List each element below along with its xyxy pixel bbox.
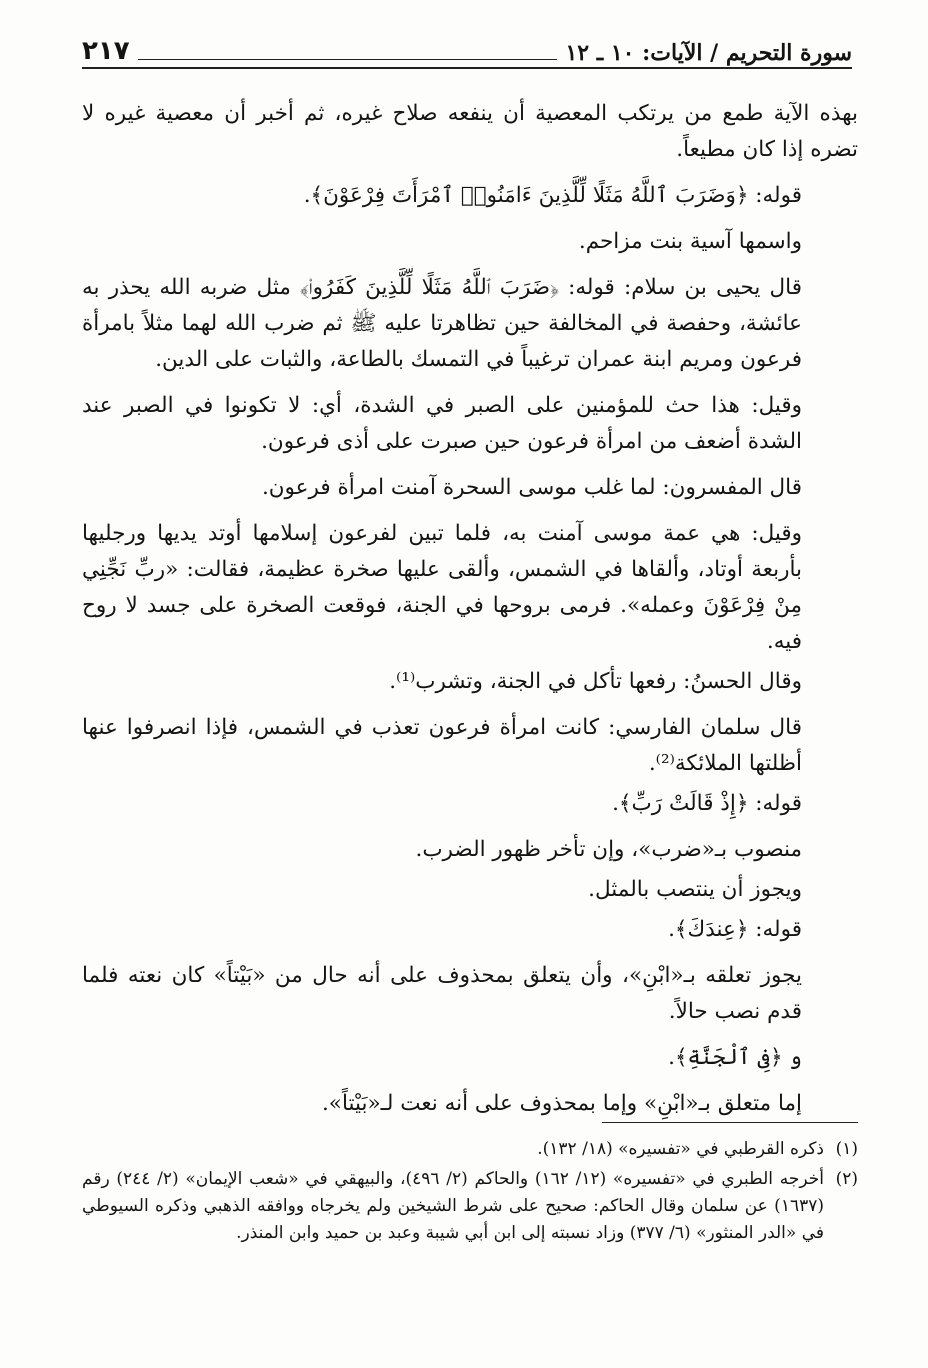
paragraph: بهذه الآية طمع من يرتكب المعصية أن ينفعه صلاح غيره، ثم أخبر أن معصية غيره لا تضره إذا كان مطيعاً. xyxy=(82,101,858,162)
paragraph: قال سلمان الفارسي: كانت امرأة فرعون تعذب في الشمس، فإذا انصرفوا عنها أظلتها الملائكة⁽²⁾. xyxy=(82,715,802,776)
footnotes xyxy=(82,1136,858,1250)
paragraph: وقيل: هي عمة موسى آمنت به، فلما تبين لفرعون إسلامها أوتد يديها ورجليها بأربعة أوتاد، وألقاها في الشمس، وألقى عليها صخرة عظيمة، فقالت: «ربِّ نَجِّنِي مِنْ فِرْعَوْنَ وعمله». فرمى بروحها في الجنة، فوقعت الصخرة على جسد لا روح فيه. xyxy=(82,521,802,654)
footnote-separator xyxy=(82,1122,858,1123)
paragraph: منصوب بـ«ضرب»، وإن تأخر ظهور الضرب. xyxy=(415,837,802,862)
paragraph: قال المفسرون: لما غلب موسى السحرة آمنت امرأة فرعون. xyxy=(261,475,802,500)
page-number: ٢١٧ xyxy=(82,36,130,66)
paragraph: قوله: ﴿وَضَرَبَ ٱللَّهُ مَثَلًا لِّلَّذِينَ ءَامَنُوا۟ ٱمْرَأَتَ فِرْعَوْنَ﴾. xyxy=(303,183,802,208)
header-leader-line xyxy=(138,59,558,60)
footnote xyxy=(82,1136,858,1163)
footnote xyxy=(82,1166,858,1247)
footnote-text: أخرجه الطبري في «تفسيره» (١٢/ ١٦٢) والحاكم (٢/ ٤٩٦)، والبيهقي في «شعب الإيمان» (٢/ ٢٤٤) رقم (١٦٣٧) عن سلمان وقال الحاكم: صحيح على شرط الشيخين ولم يخرجاه ووافقه الذهبي وذكره السيوطي في «الدر المنثور» (٦/ ٣٧٧) وزاد نسبته إلى ابن أبي شيبة وعبد بن حميد وابن المنذر. xyxy=(82,1169,824,1243)
paragraph: وقال الحسنُ: رفعها تأكل في الجنة، وتشرب⁽¹⁾. xyxy=(389,669,802,694)
running-header xyxy=(82,30,852,66)
paragraph: وقيل: هذا حث للمؤمنين على الصبر في الشدة، أي: لا تكونوا في الصبر عند الشدة أضعف من امرأة فرعون حين صبرت على أذى فرعون. xyxy=(82,393,802,454)
paragraph: واسمها آسية بنت مزاحم. xyxy=(578,229,802,254)
paragraph: قوله: ﴿إِذْ قَالَتْ رَبِّ﴾. xyxy=(612,791,802,816)
footnote-text: ذكره القرطبي في «تفسيره» (١٨/ ١٣٢). xyxy=(537,1139,824,1159)
footnote-number: (١) xyxy=(835,1139,858,1159)
paragraph: قال يحيى بن سلام: قوله: ﴿ضَرَبَ ٱللَّهُ مَثَلًا لِّلَّذِينَ كَفَرُوا۟﴾ مثل ضربه الله يحذر به عائشة، وحفصة في المخالفة حين تظاهرتا عليه ﷺ ثم ضرب الله لهما مثلاً بامرأة فرعون ومريم ابنة عمران ترغيباً في التمسك بالطاعة، والثبات على الدين. xyxy=(82,275,802,372)
header-rule xyxy=(82,67,852,69)
paragraph: إما متعلق بـ«ابْنِ» وإما بمحذوف على أنه نعت لـ«بَيْتاً». xyxy=(321,1091,802,1116)
paragraph: و ﴿فِى ٱلْجَنَّةِ﴾. xyxy=(668,1045,802,1070)
paragraph: يجوز تعلقه بـ«ابْنِ»، وأن يتعلق بمحذوف على أنه حال من «بَيْتاً» كان نعته فلما قدم نصب حالاً. xyxy=(82,963,802,1024)
main-text xyxy=(82,96,858,1132)
paragraph: قوله: ﴿عِندَكَ﴾. xyxy=(668,917,802,942)
paragraph: ويجوز أن ينتصب بالمثل. xyxy=(588,877,802,902)
footnote-number: (٢) xyxy=(835,1169,858,1189)
header-title: سورة التحريم / الآيات: ١٠ ـ ١٢ xyxy=(565,40,852,66)
